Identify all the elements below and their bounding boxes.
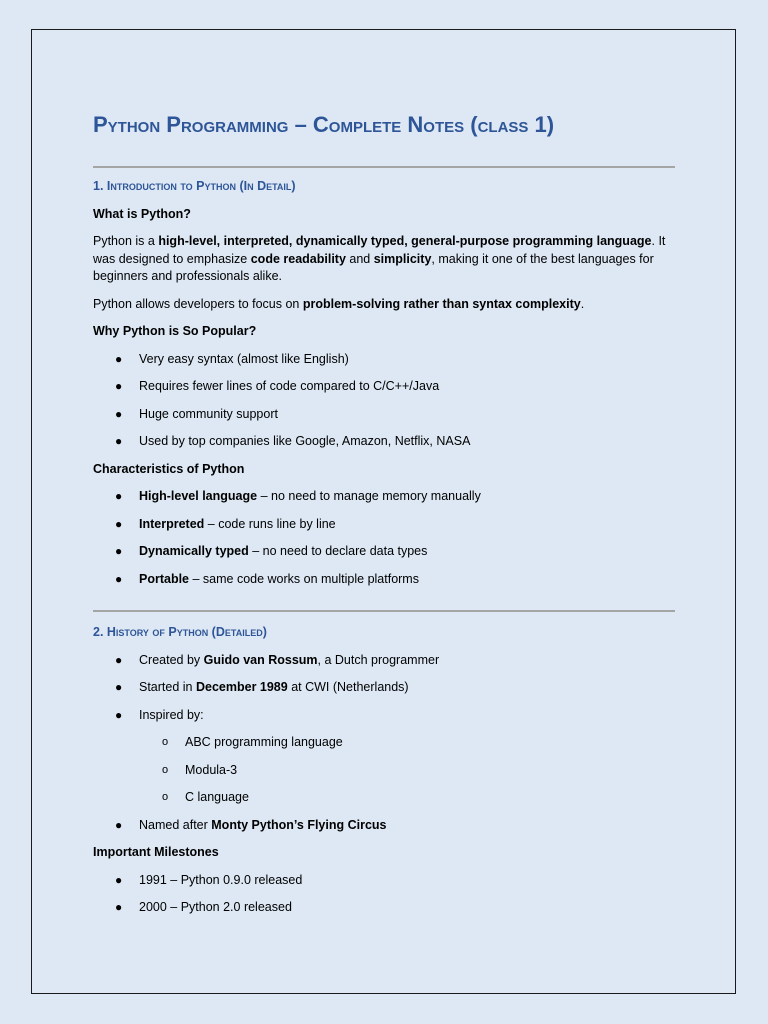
list-item [93,571,675,589]
bold-run: Interpreted [139,516,205,531]
bullet-icon: ● [115,872,123,887]
bold-run: Portable [139,571,190,586]
section-heading-history: 2. History of Python (Detailed) [93,625,267,639]
bullet-icon: ● [115,680,123,694]
bullet-icon: ● [115,516,123,531]
document-title: Python Programming – Complete Notes (class 1) [93,112,555,137]
subheading-characteristics: Characteristics of Python [93,461,245,476]
bold-run: Guido van Rossum [203,652,318,667]
list-item-text: 2000 – Python 2.0 released [139,900,292,914]
text-run: , making it one of the best languages for beginners and professionals alike. [93,251,654,283]
bold-run: high-level, interpreted, dynamically typed, general-purpose programming language [158,234,652,248]
list-item [93,433,675,451]
list-item [93,516,675,534]
bullet-icon: ● [115,707,123,722]
list-item-text: ABC programming language [185,735,343,749]
text-run: – no need to manage memory manually [257,489,481,503]
list-item [93,734,675,752]
paragraph-python-focus [93,296,675,314]
bold-run: Dynamically typed [139,544,249,558]
bullet-icon: ● [115,379,123,393]
bullet-icon: ● [115,434,123,448]
list-item-text: Modula-3 [185,762,238,777]
list-item-text: 1991 – Python 0.9.0 released [139,872,303,887]
list-item [93,817,675,835]
section-heading-introduction: 1. Introduction to Python (In Detail) [93,179,296,193]
list-popular-reasons [93,351,675,451]
list-item [93,378,675,396]
list-named-after [93,817,675,835]
text-run: Started in [139,680,196,694]
bullet-icon: ● [115,351,123,366]
list-item-text: C language [185,790,249,804]
subheading-milestones: Important Milestones [93,845,219,859]
list-item [93,899,675,917]
list-inspired-by [93,734,675,807]
list-item [93,652,675,670]
list-item-text: Huge community support [139,406,278,421]
list-item [93,543,675,561]
hollow-bullet-icon: o [162,736,169,748]
text-run: , a Dutch programmer [317,652,440,667]
bullet-icon: ● [115,406,123,421]
bullet-icon: ● [115,652,123,667]
text-run: Python allows developers to focus on [93,296,303,311]
bold-run: problem-solving rather than syntax complexity [302,296,581,311]
list-item [93,488,675,506]
bullet-icon: ● [115,817,123,832]
bold-run: Monty Python’s Flying Circus [211,817,387,832]
list-item-text: Used by top companies like Google, Amazon, Netflix, NASA [139,434,471,448]
list-item-text: Very easy syntax (almost like English) [139,351,349,366]
text-run: at CWI (Netherlands) [287,680,409,694]
list-item-text: Requires fewer lines of code compared to C/C++/Java [139,379,440,393]
list-characteristics [93,488,675,588]
list-history [93,652,675,725]
text-run: Python is a [93,234,159,248]
text-run: Created by [139,652,204,667]
bold-run: High-level language [139,489,258,503]
bold-run: code readability [250,251,346,266]
list-item [93,872,675,890]
list-item [93,707,675,725]
hollow-bullet-icon: o [162,763,169,776]
document-body [93,108,675,917]
paragraph-python-definition [93,233,675,286]
hollow-bullet-icon: o [162,791,169,803]
text-run: . [580,296,585,311]
list-item [93,406,675,424]
text-run: and [345,251,374,266]
list-item [93,351,675,369]
text-run: – code runs line by line [204,516,336,531]
bullet-icon: ● [115,489,123,503]
bold-run: December 1989 [195,680,288,694]
bullet-icon: ● [115,544,123,558]
bullet-icon: ● [115,571,123,586]
list-item [93,762,675,780]
list-milestones [93,872,675,917]
text-run: – no need to declare data types [248,544,428,558]
text-run: Inspired by: [139,707,204,722]
list-item [93,789,675,807]
text-run: – same code works on multiple platforms [189,571,419,586]
bullet-icon: ● [115,900,123,914]
text-run: Named after [139,817,212,832]
list-item [93,679,675,697]
text-run: . It was designed to emphasize [93,234,666,266]
bold-run: simplicity [373,251,432,266]
subheading-what-is-python: What is Python? [93,206,191,221]
subheading-why-popular: Why Python is So Popular? [93,324,257,338]
